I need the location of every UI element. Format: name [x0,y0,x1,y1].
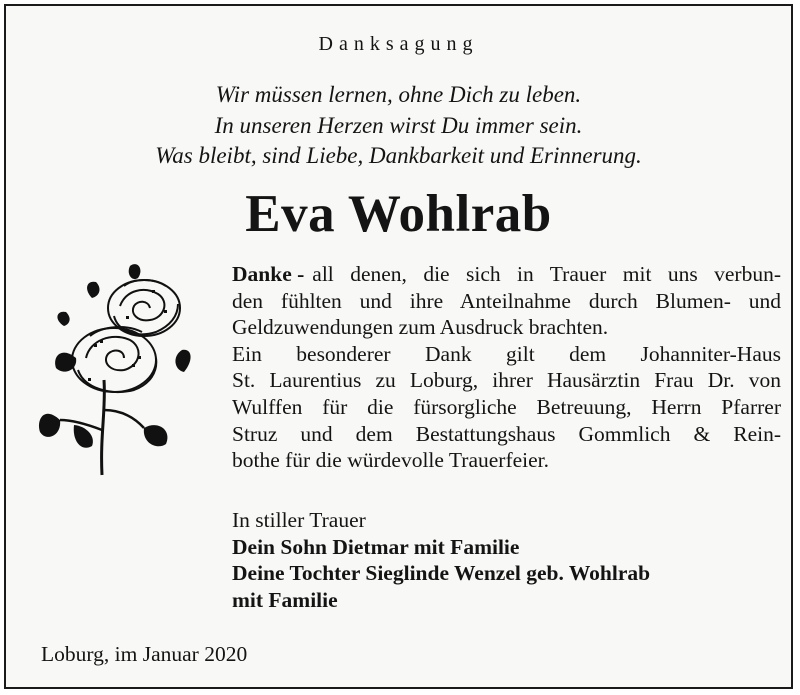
thanks-paragraph [232,261,781,474]
memorial-verse [6,80,791,172]
verse-line: Was bleibt, sind Liebe, Dankbarkeit und Erinnerung. [155,143,642,168]
body-line: St. Laurentius zu Loburg, ihrer Hausärztin Frau Dr. von [232,368,781,393]
body-line: Wulffen für die fürsorgliche Betreuung, Herrn Pfarrer [232,394,781,419]
body-line: bothe für die würdevolle Trauerfeier. [232,448,550,473]
mourners-block [232,507,650,613]
body-line [232,261,781,288]
mourning-intro: In stiller Trauer [232,508,366,532]
deceased-name: Eva Wohlrab [245,185,552,243]
body-line: den fühlten und ihre Anteilnahme durch Blumen- und [232,288,781,313]
body-line: Struz und dem Bestattungshaus Gommlich & Rein- [232,421,781,446]
mourner-line: mit Familie [232,587,338,612]
body-line-text: all denen, die sich in Trauer mit uns verbun- [312,262,781,286]
thanks-text [232,261,781,474]
notice-heading: Danksagung [318,33,479,55]
rose-illustration-icon [34,260,198,482]
verse-line: In unseren Herzen wirst Du immer sein. [214,112,583,138]
body-line: Geldzuwendungen zum Ausdruck brachten. [232,315,609,340]
obituary-notice [4,4,793,689]
mourner-line: Dein Sohn Dietmar mit Familie [232,534,520,559]
verse-line: Wir müssen lernen, ohne Dich zu leben. [215,82,582,107]
place-date: Loburg, im Januar 2020 [41,642,248,666]
mourner-line: Deine Tochter Sieglinde Wenzel geb. Wohlrab [232,561,651,586]
thanks-lead: Danke - [232,262,305,286]
body-line: Ein besonderer Dank gilt dem Johanniter-Haus [232,341,781,366]
